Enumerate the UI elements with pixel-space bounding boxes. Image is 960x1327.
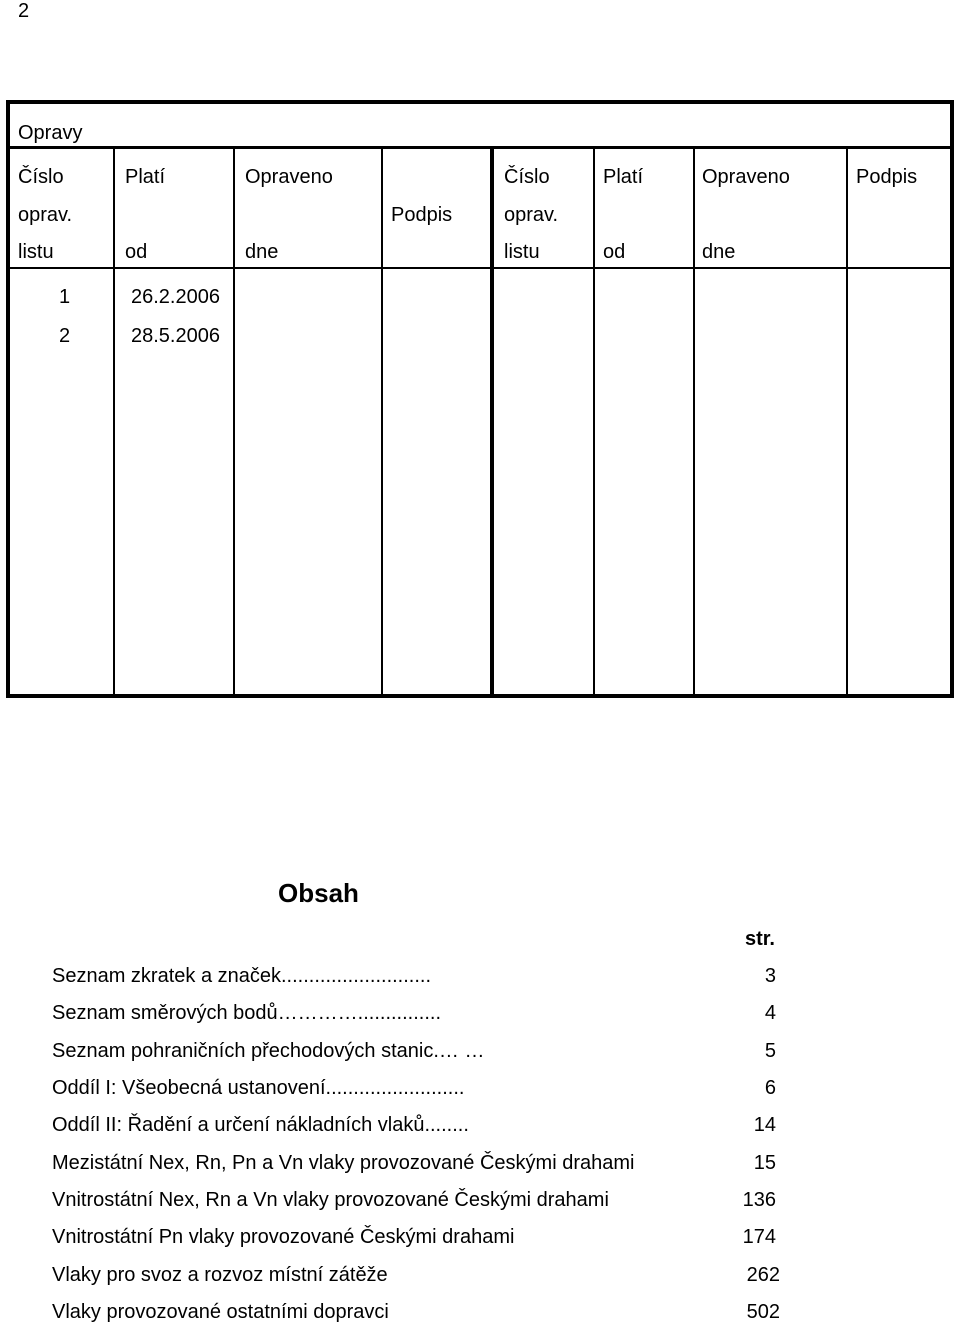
column-divider [693,149,695,694]
toc-entry [52,1040,780,1066]
toc-entry-page: 262 [746,1264,780,1286]
toc-entry-label: Seznam pohraničních přechodových stanic.… … [52,1040,485,1062]
toc-entry-page: 136 [742,1189,776,1211]
row-2-valid-from: 28.5.2006 [131,325,220,347]
header-divider [10,267,950,269]
header-cislo-line1: Číslo [18,166,64,188]
toc-entry-label: Oddíl II: Řadění a určení nákladních vlaků........ [52,1114,469,1136]
column-divider [593,149,595,694]
header-podpis: Podpis [391,204,453,226]
header-cislo-line3: listu [18,241,54,263]
toc-entry-label: Vnitrostátní Nex, Rn a Vn vlaky provozované Českými drahami [52,1189,609,1211]
row-1-valid-from: 26.2.2006 [131,286,220,308]
header-cislo2-line3: listu [504,241,540,263]
toc-entry-label: Mezistátní Nex, Rn, Pn a Vn vlaky provozované Českými drahami [52,1152,635,1174]
toc-entry [52,1077,780,1103]
toc-entry-page: 174 [742,1226,776,1248]
toc-entry [52,1002,780,1028]
toc-entry [52,1226,780,1252]
toc-heading: Obsah [278,878,359,908]
toc-entry [52,1301,780,1327]
toc-entry-page: 14 [753,1114,776,1136]
header-plati-line1: Platí [125,166,166,188]
column-divider [381,149,383,694]
toc-entry-page: 6 [764,1077,776,1099]
toc-entry-page: 502 [746,1301,780,1323]
toc-entry-label: Seznam zkratek a značek........................... [52,965,432,987]
column-divider [233,149,235,694]
column-divider [490,149,494,694]
corrections-title: Opravy [18,122,83,144]
toc-entry-page: 3 [764,965,776,987]
column-divider [113,149,115,694]
toc-page-column-label: str. [744,928,775,950]
toc-entry-page: 5 [764,1040,776,1062]
page-number: 2 [18,0,30,22]
header-cislo2-line2: oprav. [504,204,559,226]
header-plati-line3: od [125,241,148,263]
row-2-number: 2 [59,325,71,347]
toc-entry-label: Vlaky provozované ostatními dopravci [52,1301,389,1323]
header-opraveno2-line1: Opraveno [702,166,790,188]
toc-entry [52,1114,780,1140]
header-podpis2: Podpis [856,166,918,188]
header-plati2-line3: od [603,241,626,263]
column-divider [846,149,848,694]
corrections-table [6,100,954,698]
toc-entry-page: 15 [753,1152,776,1174]
header-plati2-line1: Platí [603,166,644,188]
header-cislo2-line1: Číslo [504,166,550,188]
toc-entry-label: Vnitrostátní Pn vlaky provozované Českými drahami [52,1226,515,1248]
toc-entry [52,1152,780,1178]
toc-entry [52,965,780,991]
header-opraveno2-line3: dne [702,241,736,263]
toc-entry-label: Vlaky pro svoz a rozvoz místní zátěže [52,1264,388,1286]
toc-entry [52,1264,780,1290]
header-opraveno-line1: Opraveno [245,166,333,188]
toc-entry-label: Oddíl I: Všeobecná ustanovení......................... [52,1077,465,1099]
row-1-number: 1 [59,286,71,308]
toc-entry-label: Seznam směrových bodů…………............... [52,1002,442,1024]
header-cislo-line2: oprav. [18,204,73,226]
corrections-title-row [10,104,950,149]
toc-entry-page: 4 [764,1002,776,1024]
toc-entry [52,1189,780,1215]
header-opraveno-line3: dne [245,241,279,263]
